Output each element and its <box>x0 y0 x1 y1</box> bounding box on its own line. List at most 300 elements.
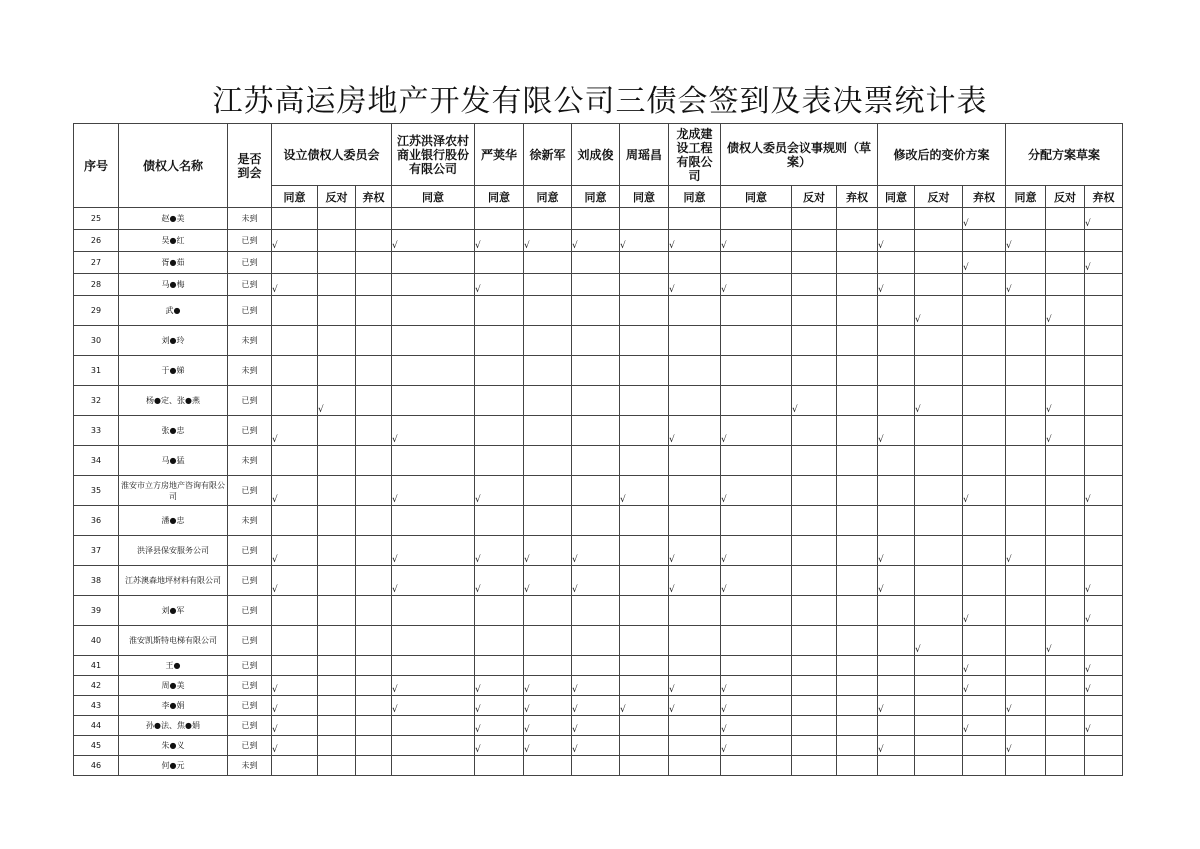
row-number: 46 <box>74 756 119 776</box>
check-mark: √ <box>669 241 675 251</box>
check-mark: √ <box>1006 285 1012 295</box>
check-mark: √ <box>878 285 884 295</box>
sub-header: 同意 <box>1006 186 1046 208</box>
vote-cell <box>318 656 356 676</box>
table-header <box>74 124 1160 208</box>
vote-cell <box>1085 274 1123 296</box>
vote-cell <box>1006 536 1046 566</box>
vote-cell <box>392 696 475 716</box>
vote-cell <box>356 736 392 756</box>
vote-cell <box>721 536 792 566</box>
vote-cell <box>524 274 572 296</box>
check-mark: √ <box>620 705 626 715</box>
vote-cell <box>356 386 392 416</box>
vote-cell <box>524 416 572 446</box>
vote-cell <box>915 566 963 596</box>
vote-cell <box>475 208 524 230</box>
vote-cell <box>392 252 475 274</box>
vote-cell <box>878 326 915 356</box>
row-number: 41 <box>74 656 119 676</box>
vote-cell <box>572 676 620 696</box>
vote-cell <box>572 696 620 716</box>
vote-cell <box>356 676 392 696</box>
vote-cell <box>915 446 963 476</box>
check-mark: √ <box>1085 263 1091 273</box>
vote-cell <box>572 756 620 776</box>
attendance-status: 已到 <box>228 252 272 274</box>
vote-cell <box>1085 252 1123 274</box>
vote-cell <box>524 756 572 776</box>
vote-cell <box>669 676 721 696</box>
vote-cell <box>1085 416 1123 446</box>
attendance-status: 未到 <box>228 446 272 476</box>
vote-cell <box>475 756 524 776</box>
vote-cell <box>475 716 524 736</box>
attendance-status: 已到 <box>228 386 272 416</box>
vote-cell <box>721 756 792 776</box>
vote-cell <box>915 356 963 386</box>
attendance-status: 已到 <box>228 676 272 696</box>
vote-cell <box>837 596 878 626</box>
vote-cell <box>963 326 1006 356</box>
vote-cell <box>620 656 669 676</box>
vote-cell <box>572 416 620 446</box>
vote-cell <box>837 626 878 656</box>
vote-cell <box>475 676 524 696</box>
vote-cell <box>572 208 620 230</box>
vote-cell <box>272 696 318 716</box>
check-mark: √ <box>963 495 969 505</box>
vote-cell <box>1046 476 1085 506</box>
vote-cell <box>792 506 837 536</box>
attendance-status: 已到 <box>228 596 272 626</box>
vote-cell <box>318 476 356 506</box>
vote-cell <box>392 296 475 326</box>
creditor-name: 李●娟 <box>119 696 228 716</box>
vote-cell <box>392 566 475 596</box>
sub-header: 弃权 <box>837 186 878 208</box>
vote-cell <box>963 656 1006 676</box>
row-number: 45 <box>74 736 119 756</box>
vote-cell <box>356 626 392 656</box>
sub-header: 同意 <box>620 186 669 208</box>
vote-cell <box>392 356 475 386</box>
vote-cell <box>669 656 721 676</box>
vote-cell <box>721 230 792 252</box>
vote-cell <box>318 716 356 736</box>
header-group-candidate-1: 严荚华 <box>475 124 524 186</box>
vote-cell <box>272 736 318 756</box>
creditor-name: 赵●美 <box>119 208 228 230</box>
check-mark: √ <box>963 615 969 625</box>
vote-cell <box>572 252 620 274</box>
vote-cell <box>356 230 392 252</box>
vote-cell <box>475 696 524 716</box>
creditor-name: 马●猛 <box>119 446 228 476</box>
check-mark: √ <box>721 585 727 595</box>
vote-cell <box>524 446 572 476</box>
vote-cell <box>272 296 318 326</box>
vote-cell <box>475 296 524 326</box>
vote-cell <box>1006 208 1046 230</box>
vote-cell <box>392 208 475 230</box>
vote-cell <box>669 230 721 252</box>
vote-cell <box>963 626 1006 656</box>
vote-cell <box>1046 296 1085 326</box>
check-mark: √ <box>721 745 727 755</box>
vote-cell <box>837 230 878 252</box>
vote-cell <box>524 626 572 656</box>
check-mark: √ <box>1006 555 1012 565</box>
vote-cell <box>915 296 963 326</box>
vote-cell <box>572 296 620 326</box>
vote-cell <box>356 716 392 736</box>
vote-cell <box>392 716 475 736</box>
row-number: 26 <box>74 230 119 252</box>
vote-cell <box>963 566 1006 596</box>
vote-cell <box>721 596 792 626</box>
vote-cell <box>1085 506 1123 536</box>
vote-cell <box>792 230 837 252</box>
vote-cell <box>318 296 356 326</box>
check-mark: √ <box>524 685 530 695</box>
check-mark: √ <box>572 241 578 251</box>
vote-cell <box>878 506 915 536</box>
check-mark: √ <box>1046 645 1052 655</box>
vote-cell <box>475 252 524 274</box>
vote-cell <box>837 476 878 506</box>
vote-cell <box>475 656 524 676</box>
vote-cell <box>669 252 721 274</box>
vote-cell <box>572 596 620 626</box>
check-mark: √ <box>878 555 884 565</box>
vote-cell <box>524 566 572 596</box>
vote-cell <box>721 446 792 476</box>
vote-cell <box>1085 656 1123 676</box>
row-number: 36 <box>74 506 119 536</box>
vote-cell <box>572 656 620 676</box>
vote-cell <box>1006 596 1046 626</box>
vote-cell <box>1046 326 1085 356</box>
creditor-name: 刘●玲 <box>119 326 228 356</box>
vote-cell <box>318 416 356 446</box>
check-mark: √ <box>272 725 278 735</box>
vote-cell <box>1006 696 1046 716</box>
vote-cell <box>318 230 356 252</box>
vote-cell <box>272 626 318 656</box>
vote-cell <box>915 656 963 676</box>
vote-cell <box>878 736 915 756</box>
vote-cell <box>475 230 524 252</box>
vote-cell <box>837 326 878 356</box>
vote-cell <box>669 736 721 756</box>
check-mark: √ <box>392 241 398 251</box>
creditor-name: 马●梅 <box>119 274 228 296</box>
vote-cell <box>721 296 792 326</box>
vote-cell <box>792 476 837 506</box>
vote-cell <box>318 326 356 356</box>
vote-cell <box>1085 296 1123 326</box>
check-mark: √ <box>475 585 481 595</box>
vote-cell <box>669 326 721 356</box>
table-row <box>74 416 1160 446</box>
attendance-status: 已到 <box>228 536 272 566</box>
vote-cell <box>878 566 915 596</box>
vote-cell <box>878 596 915 626</box>
table-row <box>74 476 1160 506</box>
vote-cell <box>963 208 1006 230</box>
table-row <box>74 356 1160 386</box>
vote-cell <box>392 230 475 252</box>
vote-cell <box>475 596 524 626</box>
vote-cell <box>721 656 792 676</box>
vote-cell <box>721 252 792 274</box>
vote-cell <box>272 596 318 626</box>
vote-cell <box>721 566 792 596</box>
attendance-status: 已到 <box>228 566 272 596</box>
check-mark: √ <box>1085 685 1091 695</box>
table-row <box>74 656 1160 676</box>
vote-cell <box>572 626 620 656</box>
vote-cell <box>721 716 792 736</box>
check-mark: √ <box>272 585 278 595</box>
vote-cell <box>878 274 915 296</box>
vote-cell <box>318 756 356 776</box>
attendance-status: 已到 <box>228 696 272 716</box>
check-mark: √ <box>475 495 481 505</box>
vote-cell <box>878 476 915 506</box>
vote-cell <box>524 326 572 356</box>
vote-cell <box>878 536 915 566</box>
vote-cell <box>1085 696 1123 716</box>
vote-cell <box>620 736 669 756</box>
vote-cell <box>272 274 318 296</box>
vote-cell <box>524 386 572 416</box>
row-number: 38 <box>74 566 119 596</box>
vote-cell <box>1046 566 1085 596</box>
vote-cell <box>318 386 356 416</box>
vote-cell <box>721 274 792 296</box>
vote-statistics-table <box>73 123 1160 776</box>
table-row <box>74 676 1160 696</box>
vote-cell <box>356 296 392 326</box>
vote-cell <box>318 676 356 696</box>
vote-cell <box>792 326 837 356</box>
table-row <box>74 716 1160 736</box>
vote-cell <box>837 656 878 676</box>
table-row <box>74 252 1160 274</box>
table-row <box>74 230 1160 252</box>
vote-cell <box>524 296 572 326</box>
vote-cell <box>1085 356 1123 386</box>
vote-cell <box>620 446 669 476</box>
vote-cell <box>963 252 1006 274</box>
vote-cell <box>837 446 878 476</box>
table-row <box>74 566 1160 596</box>
page-title: 江苏高运房地产开发有限公司三债会签到及表决票统计表 <box>212 84 988 119</box>
vote-cell <box>524 596 572 626</box>
vote-cell <box>356 416 392 446</box>
vote-cell <box>1046 230 1085 252</box>
vote-cell <box>392 626 475 656</box>
attendance-status: 已到 <box>228 656 272 676</box>
vote-cell <box>1085 736 1123 756</box>
table-row <box>74 536 1160 566</box>
sub-header: 反对 <box>318 186 356 208</box>
vote-cell <box>356 326 392 356</box>
vote-cell <box>524 356 572 386</box>
vote-cell <box>272 476 318 506</box>
table-row <box>74 386 1160 416</box>
row-number: 39 <box>74 596 119 626</box>
vote-cell <box>1085 446 1123 476</box>
check-mark: √ <box>524 725 530 735</box>
vote-cell <box>721 208 792 230</box>
attendance-status: 未到 <box>228 208 272 230</box>
vote-cell <box>963 386 1006 416</box>
vote-cell <box>620 716 669 736</box>
vote-cell <box>1046 536 1085 566</box>
vote-cell <box>524 506 572 536</box>
vote-cell <box>356 476 392 506</box>
vote-cell <box>669 386 721 416</box>
vote-cell <box>915 208 963 230</box>
vote-cell <box>792 416 837 446</box>
check-mark: √ <box>272 685 278 695</box>
header-group-distribution-plan: 分配方案草案 <box>1006 124 1123 186</box>
row-number: 43 <box>74 696 119 716</box>
sub-header: 同意 <box>392 186 475 208</box>
check-mark: √ <box>878 435 884 445</box>
vote-cell <box>272 252 318 274</box>
vote-cell <box>1006 756 1046 776</box>
vote-cell <box>1046 656 1085 676</box>
vote-cell <box>792 696 837 716</box>
vote-cell <box>1085 676 1123 696</box>
vote-cell <box>1085 536 1123 566</box>
vote-cell <box>392 476 475 506</box>
vote-cell <box>475 326 524 356</box>
vote-cell <box>620 506 669 536</box>
vote-cell <box>878 446 915 476</box>
check-mark: √ <box>669 285 675 295</box>
vote-cell <box>878 716 915 736</box>
check-mark: √ <box>721 285 727 295</box>
table-row <box>74 326 1160 356</box>
vote-cell <box>272 416 318 446</box>
vote-cell <box>837 386 878 416</box>
vote-cell <box>878 252 915 274</box>
vote-cell <box>1085 326 1123 356</box>
creditor-name: 江苏澳森地坪材料有限公司 <box>119 566 228 596</box>
check-mark: √ <box>878 705 884 715</box>
check-mark: √ <box>1085 495 1091 505</box>
vote-cell <box>1006 274 1046 296</box>
table-row <box>74 208 1160 230</box>
vote-cell <box>1006 252 1046 274</box>
check-mark: √ <box>524 745 530 755</box>
vote-cell <box>392 756 475 776</box>
vote-cell <box>524 476 572 506</box>
check-mark: √ <box>272 241 278 251</box>
sub-header: 同意 <box>524 186 572 208</box>
attendance-status: 未到 <box>228 356 272 386</box>
check-mark: √ <box>792 405 798 415</box>
table-row <box>74 446 1160 476</box>
vote-cell <box>620 296 669 326</box>
vote-cell <box>475 446 524 476</box>
vote-cell <box>356 756 392 776</box>
vote-cell <box>475 626 524 656</box>
check-mark: √ <box>1046 435 1052 445</box>
vote-cell <box>837 356 878 386</box>
vote-cell <box>915 416 963 446</box>
check-mark: √ <box>721 725 727 735</box>
check-mark: √ <box>669 585 675 595</box>
vote-cell <box>356 274 392 296</box>
vote-cell <box>1006 296 1046 326</box>
check-mark: √ <box>1046 315 1052 325</box>
vote-cell <box>272 326 318 356</box>
vote-cell <box>356 208 392 230</box>
row-number: 31 <box>74 356 119 386</box>
vote-cell <box>356 506 392 536</box>
check-mark: √ <box>1006 745 1012 755</box>
header-no: 序号 <box>74 124 119 208</box>
check-mark: √ <box>272 745 278 755</box>
vote-cell <box>915 274 963 296</box>
vote-cell <box>721 696 792 716</box>
check-mark: √ <box>1085 219 1091 229</box>
vote-cell <box>1085 596 1123 626</box>
vote-cell <box>669 356 721 386</box>
vote-cell <box>1046 356 1085 386</box>
header-group-candidate-3: 刘成俊 <box>572 124 620 186</box>
header-attendance: 是否到会 <box>228 124 272 208</box>
vote-cell <box>475 356 524 386</box>
attendance-status: 已到 <box>228 626 272 656</box>
check-mark: √ <box>878 585 884 595</box>
vote-cell <box>475 506 524 536</box>
vote-cell <box>272 356 318 386</box>
vote-cell <box>721 476 792 506</box>
check-mark: √ <box>669 555 675 565</box>
vote-cell <box>963 676 1006 696</box>
vote-cell <box>572 230 620 252</box>
vote-cell <box>837 506 878 536</box>
creditor-name: 淮安市立方房地产咨询有限公司 <box>119 476 228 506</box>
table-row <box>74 274 1160 296</box>
sub-header: 反对 <box>1046 186 1085 208</box>
vote-cell <box>721 626 792 656</box>
attendance-status: 已到 <box>228 416 272 446</box>
vote-cell <box>1085 566 1123 596</box>
row-number: 34 <box>74 446 119 476</box>
vote-cell <box>272 230 318 252</box>
vote-cell <box>318 736 356 756</box>
check-mark: √ <box>475 745 481 755</box>
check-mark: √ <box>272 705 278 715</box>
vote-cell <box>792 356 837 386</box>
vote-cell <box>356 596 392 626</box>
creditor-name: 张●忠 <box>119 416 228 446</box>
vote-cell <box>392 446 475 476</box>
vote-cell <box>792 676 837 696</box>
attendance-status: 未到 <box>228 506 272 536</box>
check-mark: √ <box>669 705 675 715</box>
check-mark: √ <box>963 219 969 229</box>
table-row <box>74 296 1160 326</box>
